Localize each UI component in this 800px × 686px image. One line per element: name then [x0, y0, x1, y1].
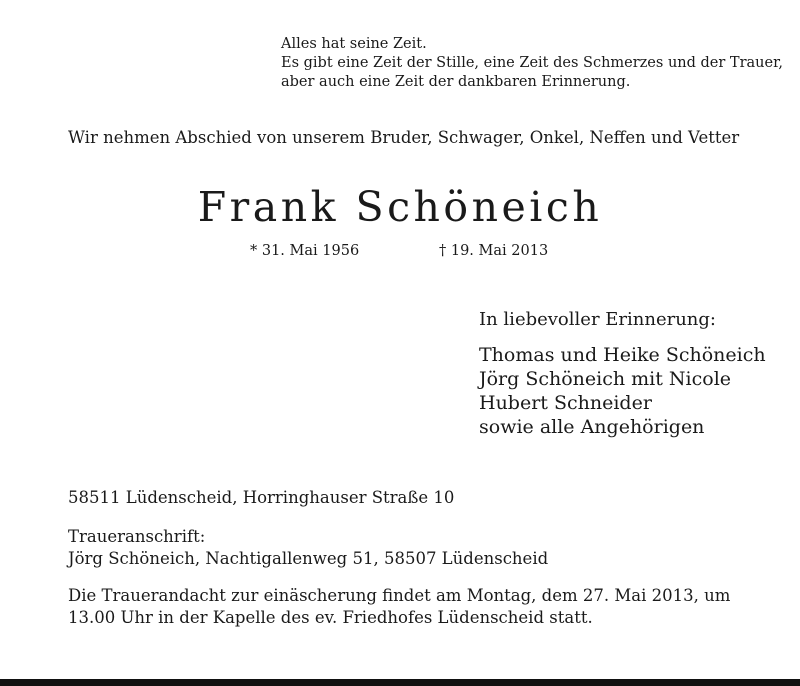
mourner-item: Thomas und Heike Schöneich [479, 344, 766, 366]
motto-line: Es gibt eine Zeit der Stille, eine Zeit des Schmerzes und der Trauer, [281, 55, 784, 71]
mourner-item: sowie alle Angehörigen [479, 416, 705, 438]
motto-line: Alles hat seine Zeit. [281, 36, 427, 52]
service-info [68, 585, 730, 629]
mourners-list [479, 343, 766, 439]
service-line: Die Trauerandacht zur einäscherung findet am Montag, dem 27. Mai 2013, um [68, 586, 731, 605]
deceased-name: Frank Schöneich [197, 183, 603, 231]
farewell-intro: Wir nehmen Abschied von unserem Bruder, Schwager, Onkel, Neffen und Vetter [68, 128, 740, 147]
birth-date: * 31. Mai 1956 [250, 243, 360, 259]
memory-heading: In liebevoller Erinnerung: [479, 309, 716, 330]
residence-address: 58511 Lüdenscheid, Horringhauser Straße 10 [68, 488, 455, 507]
death-date: † 19. Mai 2013 [439, 243, 549, 259]
motto-line: aber auch eine Zeit der dankbaren Erinnerung. [281, 74, 631, 90]
mourner-item: Hubert Schneider [479, 392, 652, 414]
mourner-item: Jörg Schöneich mit Nicole [479, 368, 732, 390]
motto-quote [281, 35, 783, 92]
service-line: 13.00 Uhr in der Kapelle des ev. Friedhofes Lüdenscheid statt. [68, 608, 593, 627]
mailing-address-label: Traueranschrift: [68, 527, 206, 546]
mailing-address: Jörg Schöneich, Nachtigallenweg 51, 58507 Lüdenscheid [68, 549, 549, 568]
